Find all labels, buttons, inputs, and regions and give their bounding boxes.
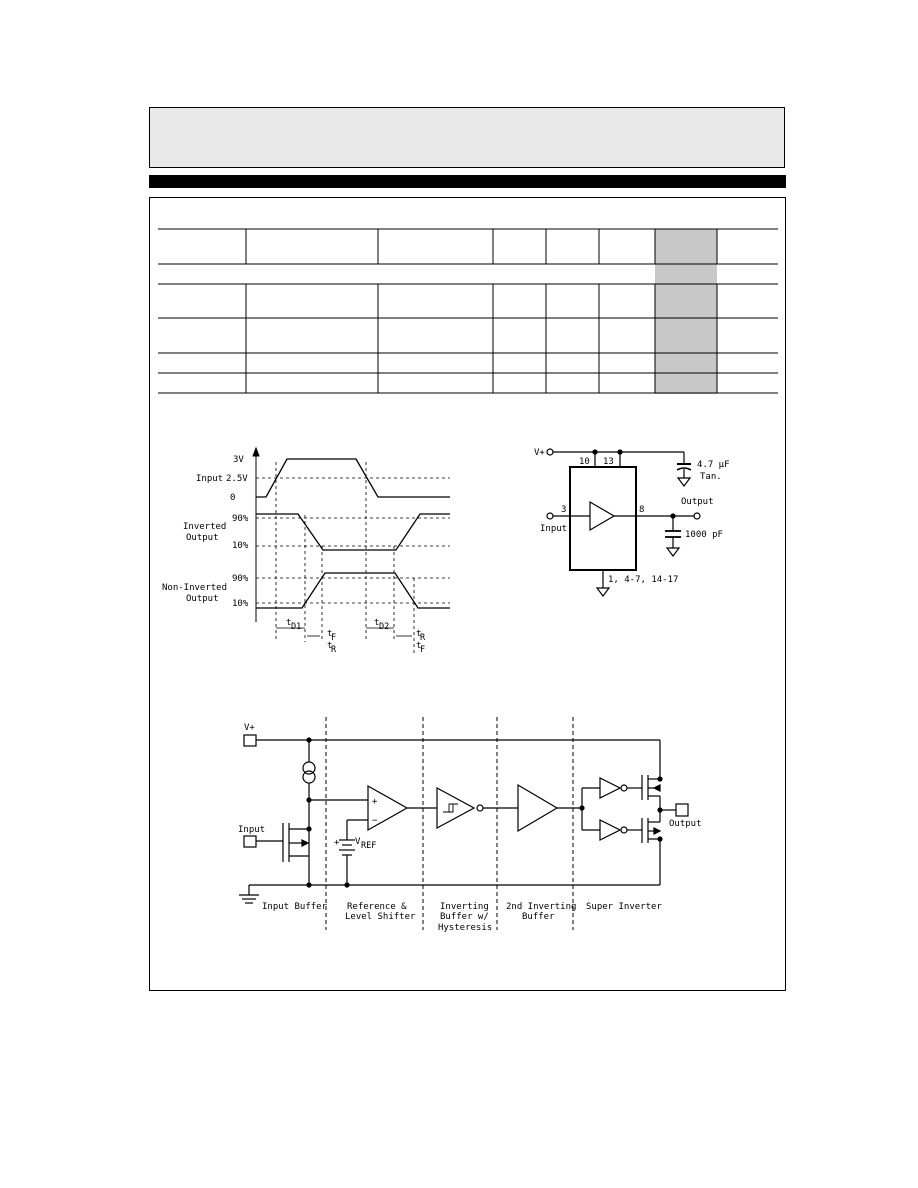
axis-arrow — [253, 448, 259, 456]
label-10-noninv: 10% — [232, 599, 249, 609]
label-90-noninv: 90% — [232, 574, 249, 584]
stage-dividers — [326, 717, 573, 930]
tc-pin3: 3 — [561, 505, 567, 515]
input-terminal — [547, 513, 553, 519]
inverting-buffer-symbol — [518, 785, 557, 831]
label-tf1-t: t — [327, 629, 333, 639]
timing-diagram — [162, 448, 450, 655]
label-input: Input — [196, 474, 224, 484]
bd-output-label: Output — [669, 819, 702, 829]
ground-icon — [597, 588, 609, 596]
bd-minus: − — [372, 816, 378, 826]
label-tr1: R — [331, 645, 337, 655]
label-2-5v: 2.5V — [226, 474, 248, 484]
spec-table — [158, 229, 778, 394]
stage-buffer-w: Buffer w/ — [440, 912, 489, 922]
label-noninverted: Non-Inverted — [162, 583, 228, 593]
buffer-symbol — [590, 502, 614, 530]
label-tr2-t: t — [416, 629, 422, 639]
label-td1: D1 — [291, 622, 302, 632]
ground-icon — [667, 548, 679, 556]
inverted-waveform — [256, 514, 450, 550]
tc-pin8: 8 — [639, 505, 645, 515]
label-0: 0 — [230, 493, 236, 503]
label-inverted: Inverted — [183, 522, 227, 532]
label-noninverted-output: Output — [186, 594, 219, 604]
column-dividers — [246, 229, 717, 393]
tc-pin13: 13 — [603, 457, 614, 467]
output-pin — [676, 804, 688, 816]
stage-buffer: Buffer — [522, 912, 555, 922]
stage-2nd-inverting: 2nd Inverting — [506, 902, 577, 912]
label-tr1-t: t — [327, 641, 333, 651]
stage-level-shifter: Level Shifter — [345, 912, 416, 922]
tc-pin10: 10 — [579, 457, 590, 467]
vplus-terminal — [547, 449, 553, 455]
label-10-inv: 10% — [232, 541, 249, 551]
highlight-column — [655, 229, 717, 394]
stage-inverting: Inverting — [440, 902, 489, 912]
vplus-pin — [244, 735, 256, 746]
label-tf2: F — [420, 645, 426, 655]
bd-vref-sub: REF — [361, 841, 377, 851]
bd-input-label: Input — [238, 825, 266, 835]
label-inverted-output: Output — [186, 533, 219, 543]
label-90-inv: 90% — [232, 514, 249, 524]
label-3v: 3V — [233, 455, 244, 465]
bd-vref: V — [355, 837, 361, 847]
test-circuit — [534, 448, 730, 596]
tc-cap2: 1000 pF — [685, 530, 723, 540]
label-td2-t: t — [374, 618, 380, 628]
stage-super-inverter: Super Inverter — [586, 902, 662, 912]
label-tf2-t: t — [416, 641, 422, 651]
output-terminal — [694, 513, 700, 519]
tc-gnd-pins: 1, 4-7, 14-17 — [608, 575, 679, 585]
stage-hysteresis: Hysteresis — [438, 923, 493, 933]
input-pin — [244, 836, 256, 847]
tc-vplus-label: V+ — [534, 448, 545, 458]
label-tf1: F — [331, 633, 337, 643]
hysteresis-buffer-symbol — [437, 788, 474, 828]
ground-icon — [678, 478, 690, 486]
tc-cap1: 4.7 µF — [697, 460, 730, 470]
label-td2: D2 — [379, 622, 390, 632]
bd-plus: + — [372, 797, 378, 807]
tc-output-label: Output — [681, 497, 714, 507]
bd-vplus-label: V+ — [244, 723, 255, 733]
stage-input-buffer: Input Buffer — [262, 902, 328, 912]
block-diagram — [238, 717, 702, 933]
tc-cap1-type: Tan. — [700, 472, 722, 482]
label-tr2: R — [420, 633, 426, 643]
bd-battery-plus: + — [334, 838, 340, 848]
tc-input-label: Input — [540, 524, 568, 534]
label-td1-t: t — [286, 618, 292, 628]
stage-reference: Reference & — [347, 902, 407, 912]
